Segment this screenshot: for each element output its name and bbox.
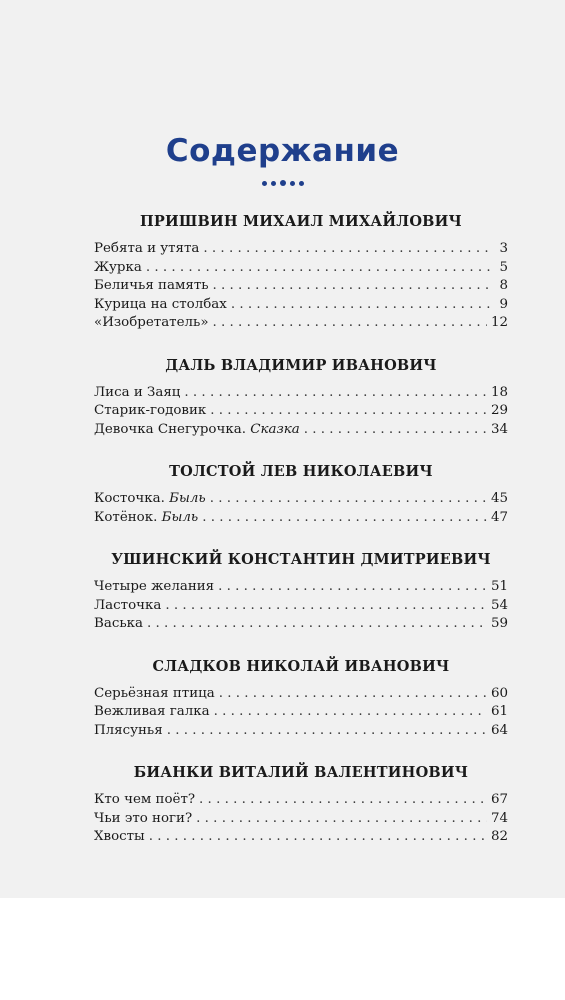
toc-entry[interactable]: [94, 259, 508, 278]
entry-title: Старик-годовик: [94, 403, 207, 418]
author-heading: БИАНКИ ВИТАЛИЙ ВАЛЕНТИНОВИЧ: [133, 764, 469, 781]
entry-title-wrap: [94, 578, 214, 597]
dot-leader: [213, 277, 490, 296]
entry-title-wrap: [94, 722, 163, 741]
dot-leader: [203, 240, 490, 259]
entry-title-wrap: [94, 615, 143, 634]
page-number: 18: [490, 384, 508, 400]
toc-entry[interactable]: [94, 296, 508, 315]
dot-leader: [167, 722, 487, 741]
dot-leader: [231, 296, 490, 315]
toc-section: [94, 763, 508, 847]
dot-leader: [213, 314, 487, 333]
entry-title-wrap: [94, 685, 215, 704]
dot-icon: [290, 181, 295, 186]
dot-leader: [214, 703, 487, 722]
page-number: 9: [499, 296, 508, 312]
toc-entry[interactable]: [94, 828, 508, 847]
dot-icon: [262, 181, 267, 186]
toc-section: [94, 462, 508, 527]
dot-leader: [218, 578, 487, 597]
entry-title-wrap: [94, 314, 209, 333]
toc-section: [94, 550, 508, 634]
page-number: 5: [499, 259, 508, 275]
entry-title-wrap: [94, 490, 206, 509]
table-of-contents: [94, 212, 508, 870]
page-number: 67: [490, 792, 508, 807]
toc-entry[interactable]: [94, 384, 508, 403]
dot-leader: [184, 384, 487, 403]
page-number: 64: [490, 722, 508, 738]
dot-leader: [219, 685, 487, 704]
entry-title: Котёнок.: [94, 509, 158, 525]
page-number: 8: [499, 278, 508, 293]
entry-title: Ребята и утята: [94, 241, 200, 256]
entry-genre: Быль: [169, 491, 206, 506]
entry-title: Ласточка: [94, 597, 162, 613]
entry-title-wrap: [94, 384, 180, 403]
page-number: 3: [499, 241, 508, 256]
entry-title-wrap: [94, 810, 192, 829]
dot-leader: [165, 597, 487, 616]
entry-title-wrap: [94, 296, 227, 315]
dot-icon: [271, 181, 276, 186]
entry-title: Серьёзная птица: [94, 685, 215, 701]
toc-entry[interactable]: [94, 615, 508, 634]
entry-title: Вежливая галка: [94, 704, 210, 719]
toc-section: [94, 356, 508, 440]
toc-entry[interactable]: [94, 240, 508, 259]
dot-icon: [299, 181, 304, 186]
entry-title-wrap: [94, 277, 209, 296]
entry-title: Курица на столбах: [94, 296, 227, 312]
entry-title: Кто чем поёт?: [94, 792, 196, 807]
entry-genre: Быль: [161, 509, 199, 525]
page-number: 60: [490, 685, 508, 701]
page-number: 51: [490, 579, 508, 594]
page-number: 34: [490, 421, 508, 437]
entry-title-wrap: [94, 828, 145, 847]
entry-title: «Изобретатель»: [94, 315, 209, 330]
toc-entry[interactable]: [94, 597, 508, 616]
page-number: 59: [490, 616, 508, 631]
toc-entry[interactable]: [94, 791, 508, 810]
entry-title: Васька: [94, 616, 143, 631]
toc-entry[interactable]: [94, 314, 508, 333]
toc-entry[interactable]: [94, 722, 508, 741]
entry-title-wrap: [94, 421, 300, 440]
entry-title-wrap: [94, 597, 161, 616]
dot-leader: [202, 509, 487, 528]
page-number: 12: [490, 315, 508, 330]
entry-title-wrap: [94, 509, 198, 528]
page-number: 82: [490, 829, 508, 844]
dot-leader: [146, 259, 490, 278]
dot-leader: [199, 791, 487, 810]
toc-entry[interactable]: [94, 703, 508, 722]
toc-section: [94, 657, 508, 741]
page-number: 47: [490, 509, 508, 525]
entry-title: Журка: [94, 259, 142, 275]
entry-title-wrap: [94, 791, 195, 810]
entry-title: Беличья память: [94, 278, 209, 293]
author-heading: ПРИШВИН МИХАИЛ МИХАЙЛОВИЧ: [140, 213, 462, 230]
toc-entry[interactable]: [94, 810, 508, 829]
page-number: 54: [490, 597, 508, 613]
entry-title: Косточка.: [94, 491, 165, 506]
entry-title: Хвосты: [94, 829, 145, 844]
entry-title: Девочка Снегурочка.: [94, 421, 246, 437]
ornament-dots: [0, 180, 565, 186]
toc-entry[interactable]: [94, 509, 508, 528]
entry-title-wrap: [94, 703, 210, 722]
toc-entry[interactable]: [94, 421, 508, 440]
entry-title: Четыре желания: [94, 579, 215, 594]
entry-genre: Сказка: [250, 421, 300, 437]
dot-icon: [280, 180, 286, 186]
entry-title: Лиса и Заяц: [94, 384, 181, 400]
page-number: 29: [490, 403, 508, 418]
page-number: 74: [490, 810, 508, 826]
dot-leader: [196, 810, 487, 829]
toc-entry[interactable]: [94, 578, 508, 597]
toc-entry[interactable]: [94, 685, 508, 704]
author-heading: ТОЛСТОЙ ЛЕВ НИКОЛАЕВИЧ: [169, 463, 433, 480]
dot-leader: [210, 490, 487, 509]
author-heading: УШИНСКИЙ КОНСТАНТИН ДМИТРИЕВИЧ: [111, 551, 491, 568]
entry-title: Плясунья: [94, 722, 163, 738]
dot-leader: [149, 828, 487, 847]
entry-title-wrap: [94, 240, 199, 259]
page-number: 61: [490, 704, 508, 719]
toc-entry[interactable]: [94, 490, 508, 509]
dot-leader: [147, 615, 487, 634]
entry-title: Чьи это ноги?: [94, 810, 193, 826]
author-heading: ДАЛЬ ВЛАДИМИР ИВАНОВИЧ: [165, 356, 437, 374]
page-number: 45: [490, 491, 508, 506]
dot-leader: [210, 402, 487, 421]
toc-section: [94, 212, 508, 333]
author-heading: СЛАДКОВ НИКОЛАЙ ИВАНОВИЧ: [152, 657, 450, 675]
page-title: Содержание: [165, 133, 400, 169]
toc-entry[interactable]: [94, 277, 508, 296]
entry-title-wrap: [94, 402, 206, 421]
entry-title-wrap: [94, 259, 142, 278]
dot-leader: [304, 421, 487, 440]
toc-entry[interactable]: [94, 402, 508, 421]
